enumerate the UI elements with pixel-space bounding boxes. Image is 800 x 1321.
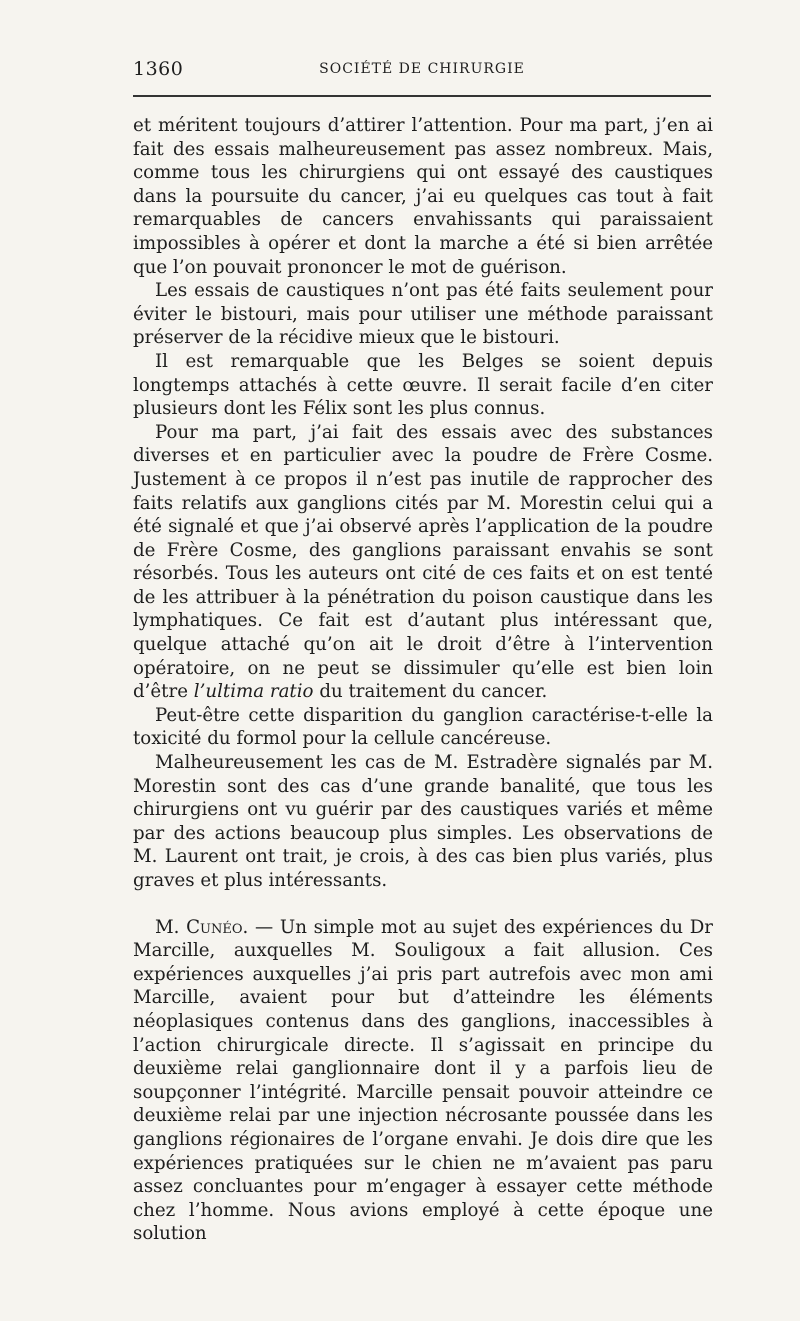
- running-header: [133, 58, 711, 86]
- paragraph-1: et méritent toujours d’attirer l’attention. Pour ma part, j’en ai fait des essais malheureusement pas assez nombreux. Mais, comme tous les chirurgiens qui ont essayé des caustiques dans la poursuite du cancer, j’ai eu quelques cas tout à fait remarquables de cancers envahissants qui paraissaient impossibles à opérer et dont la marche a été si bien arrêtée que l’on pouvait prononcer le mot de guérison.: [133, 115, 713, 278]
- paragraph-4: [133, 421, 713, 704]
- running-title: SOCIÉTÉ DE CHIRURGIE: [319, 61, 525, 77]
- body-text: [133, 114, 713, 1246]
- cuneo-text: — Un simple mot au sujet des expériences du Dr Marcille, auxquelles M. Souligoux a fait allusion. Ces expériences auxquelles j’ai pris part autrefois avec mon ami Marcille, avaient pour but d’atteindre les éléments néoplasiques contenus dans des ganglions, inaccessibles à l’action chirurgicale directe. Il s’agissait en principe du deuxième relai ganglionnaire dont il y a parfois lieu de soupçonner l’intégrité. Marcille pensait pouvoir atteindre ce deuxième relai par une injection nécrosante poussée dans les ganglions régionaires de l’organe envahi. Je dois dire que les expériences pratiquées sur le chien ne m’avaient pas paru assez concluantes pour m’engager à essayer cette méthode chez l’homme. Nous avions employé à cette époque une solution: [133, 916, 713, 1245]
- page-number: 1360: [133, 58, 184, 80]
- speaker-name: M. Cunéo.: [155, 916, 249, 938]
- paragraph-4-text: Pour ma part, j’ai fait des essais avec des substances diverses et en particulier avec la poudre de Frère Cosme. Justement à ce propos il n’est pas inutile de rapprocher des faits relatifs aux ganglions cités par M. Morestin celui qui a été signalé et que j’ai observé après l’application de la poudre de Frère Cosme, des ganglions paraissant envahis se sont résorbés. Tous les auteurs ont cité de ces faits et on est tenté de les attribuer à la pénétration du poison caustique dans les lymphatiques. Ce fait est d’autant plus intéressant que, quelque attaché qu’on ait le droit d’être à l’intervention opératoire, on ne peut se dissimuler qu’elle est bien loin d’être: [133, 421, 713, 703]
- cuneo-paragraph: [133, 916, 713, 1246]
- ultima-ratio-italic: l’ultima ratio: [193, 681, 314, 703]
- header-rule: [133, 95, 711, 97]
- paragraph-4-end: du traitement du cancer.: [319, 681, 548, 703]
- paragraph-6: Malheureusement les cas de M. Estradère signalés par M. Morestin sont des cas d’une grande banalité, que tous les chirurgiens ont vu guérir par des caustiques variés et même par des actions beaucoup plus simples. Les observations de M. Laurent ont trait, je crois, à des cas bien plus variés, plus graves et plus intéressants.: [133, 752, 713, 891]
- paragraph-3: Il est remarquable que les Belges se soient depuis longtemps attachés à cette œuvre. Il serait facile d’en citer plusieurs dont les Félix sont les plus connus.: [133, 350, 713, 420]
- paragraph-2: Les essais de caustiques n’ont pas été faits seulement pour éviter le bistouri, mais pour utiliser une méthode paraissant préserver de la récidive mieux que le bistouri.: [133, 280, 713, 349]
- paragraph-5: Peut-être cette disparition du ganglion caractérise-t-elle la toxicité du formol pour la cellule cancéreuse.: [133, 704, 713, 750]
